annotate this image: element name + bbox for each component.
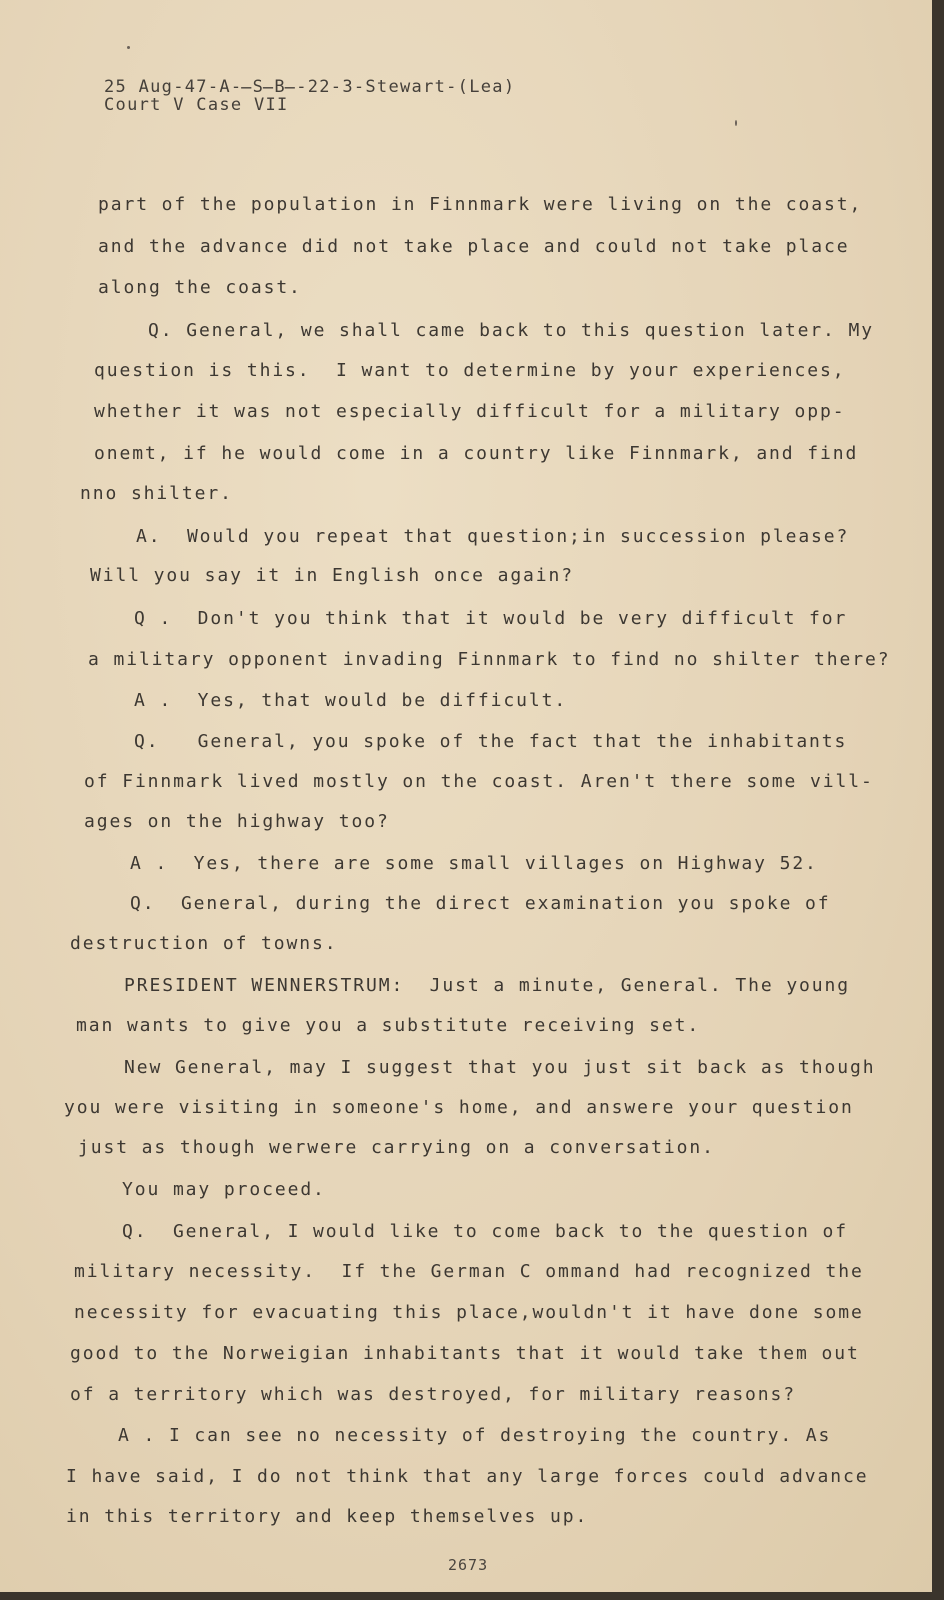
body-line: destruction of towns. bbox=[70, 933, 338, 954]
body-line: A . Yes, there are some small villages on Highway 52. bbox=[130, 853, 818, 874]
body-line: onemt, if he would come in a country like Finnmark, and find bbox=[94, 443, 859, 464]
page-number: 2673 bbox=[448, 1556, 489, 1574]
paper-speck bbox=[127, 46, 130, 49]
paper-speck bbox=[735, 120, 737, 126]
body-line: A . Yes, that would be difficult. bbox=[134, 690, 568, 711]
body-line: of a territory which was destroyed, for military reasons? bbox=[70, 1384, 797, 1405]
body-line: New General, may I suggest that you just sit back as though bbox=[124, 1057, 876, 1078]
body-line: A . I can see no necessity of destroying the country. As bbox=[118, 1425, 832, 1446]
body-line: whether it was not especially difficult for a military opp- bbox=[94, 401, 846, 422]
body-line: A. Would you repeat that question;in succession please? bbox=[136, 526, 850, 547]
body-line: question is this. I want to determine by your experiences, bbox=[94, 360, 846, 381]
body-line: of Finnmark lived mostly on the coast. Aren't there some vill- bbox=[84, 771, 874, 792]
body-line: Q. General, you spoke of the fact that the inhabitants bbox=[134, 731, 848, 752]
body-line: Q. General, I would like to come back to the question of bbox=[122, 1221, 849, 1242]
body-line: necessity for evacuating this place,wouldn't it have done some bbox=[74, 1302, 864, 1323]
body-line: in this territory and keep themselves up. bbox=[66, 1506, 589, 1527]
body-line: man wants to give you a substitute receiving set. bbox=[76, 1015, 701, 1036]
scan-edge-right bbox=[932, 0, 944, 1600]
body-line: good to the Norweigian inhabitants that it would take them out bbox=[70, 1343, 860, 1364]
body-line: Q . Don't you think that it would be very difficult for bbox=[134, 608, 848, 629]
header-court-case: Court V Case VII bbox=[104, 95, 289, 115]
body-line: Will you say it in English once again? bbox=[90, 565, 575, 586]
body-line: Q. General, we shall came back to this question later. My bbox=[148, 320, 875, 341]
header-reference-line: 25 Aug-47-A-̶S̶B̶-22-3-Stewart-(Lea) bbox=[104, 77, 516, 97]
body-line: a military opponent invading Finnmark to find no shilter there? bbox=[88, 649, 891, 670]
body-line: along the coast. bbox=[98, 277, 302, 298]
body-line: ages on the highway too? bbox=[84, 811, 390, 832]
body-line: You may proceed. bbox=[122, 1179, 326, 1200]
body-line: and the advance did not take place and could not take place bbox=[98, 236, 850, 257]
body-line: part of the population in Finnmark were living on the coast, bbox=[98, 194, 863, 215]
body-line: just as though werwere carrying on a conversation. bbox=[78, 1137, 715, 1158]
body-line: you were visiting in someone's home, and answere your question bbox=[64, 1097, 854, 1118]
scan-edge-bottom bbox=[0, 1592, 944, 1600]
body-line: Q. General, during the direct examination you spoke of bbox=[130, 893, 831, 914]
body-line: nno shilter. bbox=[80, 483, 233, 504]
body-line: military necessity. If the German C ommand had recognized the bbox=[74, 1261, 864, 1282]
body-line: PRESIDENT WENNERSTRUM: Just a minute, General. The young bbox=[124, 975, 851, 996]
body-line: I have said, I do not think that any large forces could advance bbox=[66, 1466, 869, 1487]
